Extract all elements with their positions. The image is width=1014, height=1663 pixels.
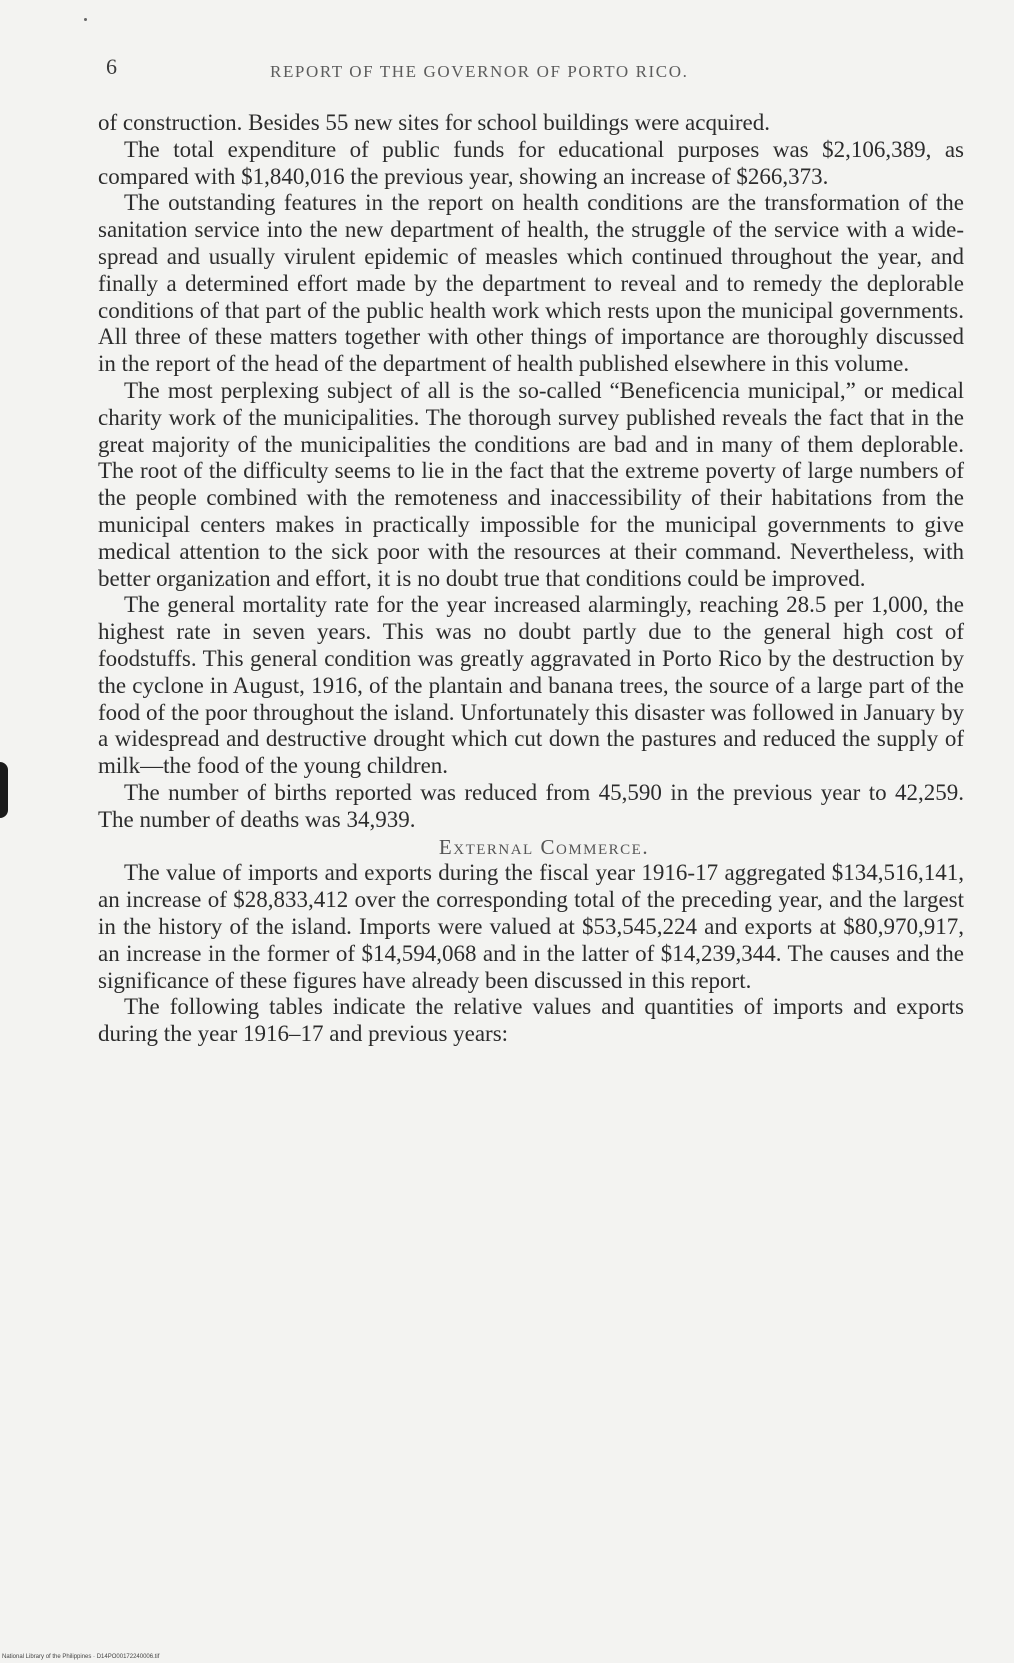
binding-shadow bbox=[0, 762, 8, 818]
paragraph: The general mortality rate for the year increased alarmingly, reaching 28.5 per 1,000, the highest rate in seven years. This was no doubt partly due to the general high cost of foodstuffs. This general condition was greatly aggravated in Porto Rico by the destruction by the cyclone in August, 1916, of the plantain and banana trees, the source of a large part of the food of the poor throughout the island. Unfortunately this disaster was followed in January by a widespread and destructive drought which cut down the pastures and reduced the supply of milk—the food of the young children. bbox=[98, 592, 964, 779]
scan-speck bbox=[84, 18, 87, 21]
running-head: REPORT OF THE GOVERNOR OF PORTO RICO. bbox=[270, 62, 689, 81]
paragraph: The following tables indicate the relative values and quantities of imports and exports during the year 1916–17 and previous years: bbox=[98, 994, 964, 1047]
body-text bbox=[98, 110, 964, 1048]
section-heading: External Commerce. bbox=[438, 834, 650, 859]
scan-credit: National Library of the Philippines · D14PO00172240006.tif bbox=[2, 1654, 160, 1660]
page-number: 6 bbox=[106, 54, 117, 79]
paragraph: The total expenditure of public funds for educational purposes was $2,106,389, as compared with $1,840,016 the previous year, showing an increase of $266,373. bbox=[98, 136, 964, 189]
paragraph: of construction. Besides 55 new sites for school buildings were acquired. bbox=[98, 110, 770, 135]
paragraph: The outstanding features in the report on health conditions are the transformation of the sanitation service into the new department of health, the struggle of the service with a wide-spread and usually virulent epidemic of measles which continued throughout the year, and finally a determined effort made by the department to reveal and to remedy the deplorable conditions of that part of the public health work which rests upon the municipal governments. All three of these matters together with other things of importance are thoroughly discussed in the report of the head of the department of health published elsewhere in this volume. bbox=[98, 190, 964, 377]
paragraph: The value of imports and exports during the fiscal year 1916-17 aggregated $134,516,141, an increase of $28,833,412 over the corresponding total of the preceding year, and the largest in the history of the island. Imports were valued at $53,545,224 and exports at $80,970,917, an increase in the former of $14,594,068 and in the latter of $14,239,344. The causes and the significance of these figures have already been discussed in this report. bbox=[98, 860, 964, 993]
paragraph: The most perplexing subject of all is the so-called “Beneficencia municipal,” or medical charity work of the municipalities. The thorough survey published reveals the fact that in the great majority of the municipalities the conditions are bad and in many of them deplorable. The root of the difficulty seems to lie in the fact that the extreme poverty of large numbers of the people combined with the remoteness and inaccessibility of their habitations from the municipal centers makes in practically impossible for the municipal governments to give medical attention to the sick poor with the resources at their command. Nevertheless, with better organization and effort, it is no doubt true that conditions could be improved. bbox=[98, 377, 964, 591]
paragraph: The number of births reported was reduced from 45,590 in the previous year to 42,259. The number of deaths was 34,939. bbox=[98, 779, 964, 832]
